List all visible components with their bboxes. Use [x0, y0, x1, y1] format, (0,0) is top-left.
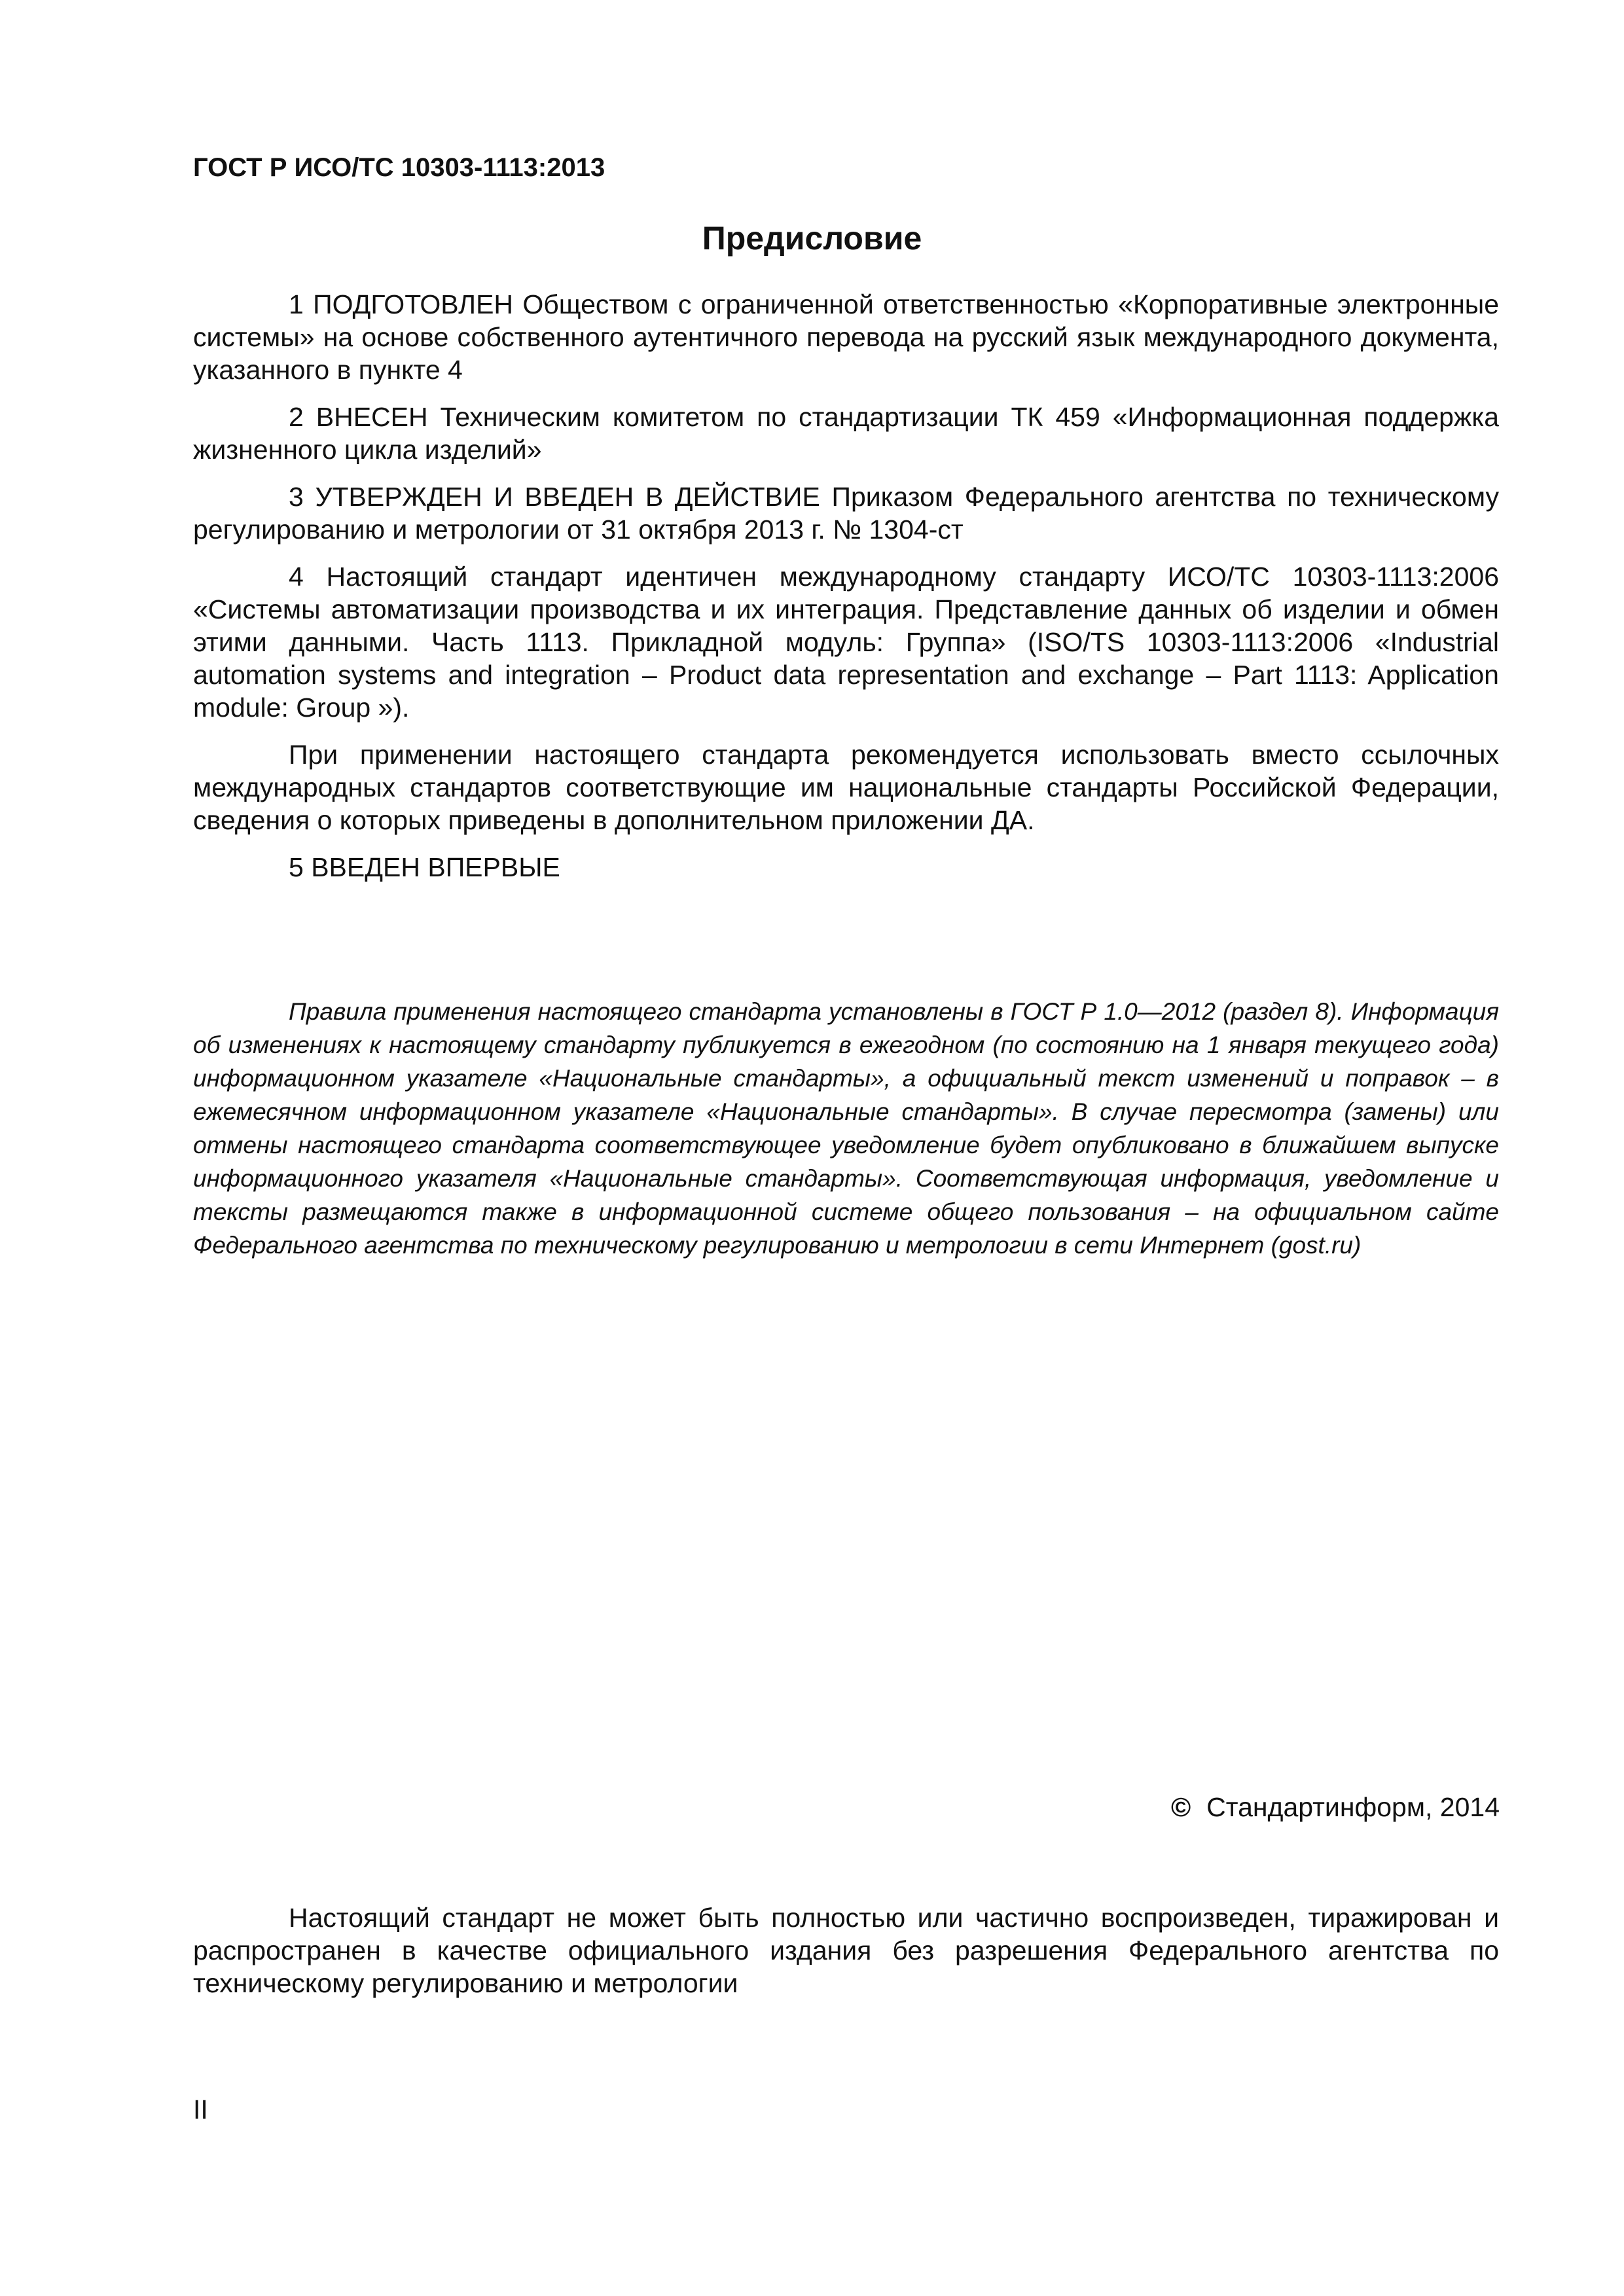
- page-title: Предисловие: [702, 220, 922, 257]
- paragraph-identical: 4 Настоящий стандарт идентичен международному стандарту ИСО/ТС 10303-1113:2006 «Системы автоматизации производства и их интеграция. Представление данных об изделии и обмен этими данными. Часть 1113. Прикладной модуль: Группа» (ISO/TS 10303-1113:2006 «Industrial automation systems and integration – Product data representation and exchange – Part 1113: Application module: Group »).: [193, 562, 1499, 723]
- rights-notice: Настоящий стандарт не может быть полностью или частично воспроизведен, тиражирован и распространен в качестве официального издания без разрешения Федерального агентства по техническому регулированию и метрологии: [193, 1903, 1499, 1998]
- copyright-line: [1171, 1792, 1500, 1823]
- document-id-header: ГОСТ Р ИСО/ТС 10303-1113:2013: [193, 153, 605, 182]
- copyright-symbol: ©: [1170, 1792, 1191, 1822]
- page-number: II: [193, 2094, 208, 2125]
- foreword-body: [193, 288, 1499, 898]
- copyright-text: Стандартинформ, 2014: [1206, 1792, 1500, 1822]
- paragraph-approved: 3 УТВЕРЖДЕН И ВВЕДЕН В ДЕЙСТВИЕ Приказом Федерального агентства по техническому регулированию и метрологии от 31 октября 2013 г. № 1304-ст: [193, 482, 1499, 545]
- paragraph-first-introduced: 5 ВВЕДЕН ВПЕРВЫЕ: [289, 852, 560, 882]
- paragraph-prepared: 1 ПОДГОТОВЛЕН Обществом с ограниченной ответственностью «Корпоративные электронные системы» на основе собственного аутентичного перевода на русский язык международного документа, указанного в пункте 4: [193, 289, 1499, 385]
- paragraph-application: При применении настоящего стандарта рекомендуется использовать вместо ссылочных международных стандартов соответствующие им национальные стандарты Российской Федерации, сведения о которых приведены в дополнительном приложении ДА.: [193, 740, 1499, 835]
- application-rules-note: Правила применения настоящего стандарта установлены в ГОСТ Р 1.0—2012 (раздел 8). Информация об изменениях к настоящему стандарту публикуется в ежегодном (по состоянию на 1 января текущего года) информационном указателе «Национальные стандарты», а официальный текст изменений и поправок – в ежемесячном информационном указателе «Национальные стандарты». В случае пересмотра (замены) или отмены настоящего стандарта соответствующее уведомление будет опубликовано в ближайшем выпуске информационного указателя «Национальные стандарты». Соответствующая информация, уведомление и тексты размещаются также в информационной системе общего пользования – на официальном сайте Федерального агентства по техническому регулированию и метрологии в сети Интернет (gost.ru): [193, 998, 1499, 1259]
- paragraph-introduced: 2 ВНЕСЕН Техническим комитетом по стандартизации ТК 459 «Информационная поддержка жизненного цикла изделий»: [193, 402, 1499, 465]
